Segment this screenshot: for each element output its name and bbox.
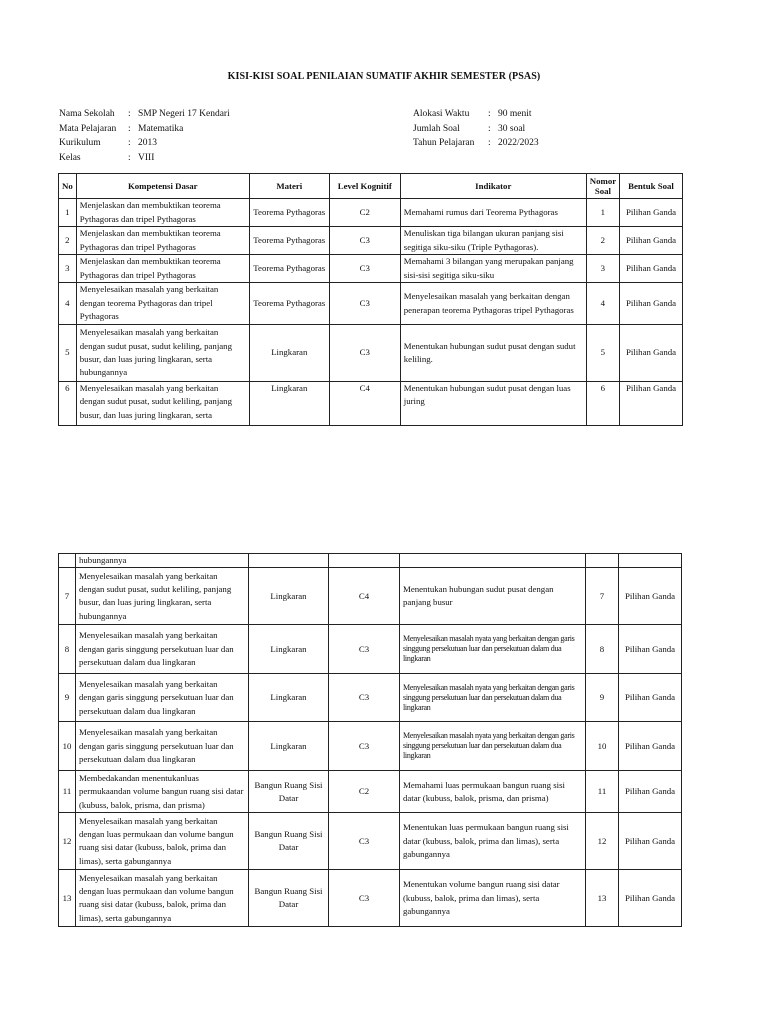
cell-materi: Bangun Ruang Sisi Datar bbox=[249, 870, 329, 927]
info-row-jumlah-soal bbox=[413, 122, 539, 137]
cell-materi: Lingkaran bbox=[249, 382, 329, 426]
info-row-tahun-pelajaran bbox=[413, 136, 539, 151]
header-materi: Materi bbox=[249, 174, 329, 199]
cell-level: C3 bbox=[329, 813, 400, 870]
cell-kompetensi-dasar: Menyelesaikan masalah yang berkaitan dengan luas permukaan dan volume bangun ruang sisi datar (kubuss, balok, prima dan limas), serta gabungannya bbox=[76, 870, 249, 927]
table-row bbox=[59, 325, 683, 382]
info-label: Alokasi Waktu bbox=[413, 109, 470, 119]
info-row-kelas bbox=[59, 151, 230, 166]
table-row bbox=[59, 771, 682, 813]
table-row bbox=[59, 227, 683, 255]
cell-nomor-soal: 3 bbox=[586, 255, 619, 283]
cell-materi: Teorema Pythagoras bbox=[249, 227, 329, 255]
info-label: Nama Sekolah bbox=[59, 109, 115, 119]
cell-level: C3 bbox=[329, 325, 400, 382]
cell-bentuk-soal: Pilihan Ganda bbox=[620, 283, 683, 325]
grid-table-page-1 bbox=[58, 173, 683, 426]
cell-no: 9 bbox=[59, 674, 76, 722]
cell-no: 10 bbox=[59, 722, 76, 771]
cell-bentuk-soal: Pilihan Ganda bbox=[620, 255, 683, 283]
info-separator: : bbox=[488, 138, 491, 148]
table-row bbox=[59, 870, 682, 927]
header-level-kognitif: Level Kognitif bbox=[329, 174, 400, 199]
cell-materi: Lingkaran bbox=[249, 568, 329, 625]
cell-level: C3 bbox=[329, 870, 400, 927]
table-row bbox=[59, 382, 683, 426]
cell-bentuk-soal: Pilihan Ganda bbox=[620, 227, 683, 255]
cell-bentuk-soal: Pilihan Ganda bbox=[619, 674, 682, 722]
cell-no: 7 bbox=[59, 568, 76, 625]
cell-no: 11 bbox=[59, 771, 76, 813]
cell-no: 1 bbox=[59, 199, 77, 227]
header-kompetensi-dasar: Kompetensi Dasar bbox=[76, 174, 249, 199]
cell-no: 13 bbox=[59, 870, 76, 927]
cell-kompetensi-dasar: Menjelaskan dan membuktikan teorema Pythagoras dan tripel Pythagoras bbox=[76, 227, 249, 255]
cell-indikator: Menyelesaikan masalah nyata yang berkaitan dengan garis singgung persekutuan luar dan persekutuan dalam dua lingkaran bbox=[403, 682, 575, 712]
cell-kompetensi-dasar: Menjelaskan dan membuktikan teorema Pythagoras dan tripel Pythagoras bbox=[76, 199, 249, 227]
table-row bbox=[59, 568, 682, 625]
cell-no: 5 bbox=[59, 325, 77, 382]
info-label: Mata Pelajaran bbox=[59, 123, 117, 134]
cell-indikator: Menuliskan tiga bilangan ukuran panjang sisi segitiga siku-siku (Triple Pythagoras). bbox=[400, 227, 586, 255]
cell-materi: Teorema Pythagoras bbox=[249, 283, 329, 325]
cell-kompetensi-dasar: Menyelesaikan masalah yang berkaitan dengan teorema Pythagoras dan tripel Pythagoras bbox=[76, 283, 249, 325]
cell-level: C2 bbox=[329, 771, 400, 813]
cell-materi: Bangun Ruang Sisi Datar bbox=[249, 813, 329, 870]
cell-nomor-soal: 4 bbox=[586, 283, 619, 325]
cell-materi: Lingkaran bbox=[249, 625, 329, 674]
cell-nomor-soal: 8 bbox=[586, 625, 619, 674]
cell-kompetensi-dasar: Menyelesaikan masalah yang berkaitan dengan garis singgung persekutuan luar dan persekutuan dalam dua lingkaran bbox=[76, 722, 249, 771]
cell-level: C2 bbox=[329, 199, 400, 227]
cell-indikator: Menyelesaikan masalah yang berkaitan dengan penerapan teorema Pythagoras tripel Pythagoras bbox=[400, 283, 586, 325]
cell-kompetensi-dasar: Menyelesaikan masalah yang berkaitan dengan garis singgung persekutuan luar dan persekutuan dalam dua lingkaran bbox=[76, 625, 249, 674]
cell-kompetensi-dasar: Membedakandan menentukanluas permukaandan volume bangun ruang sisi datar (kubuss, balok, prisma, dan prisma) bbox=[76, 771, 249, 813]
cell-indikator: Menentukan luas permukaan bangun ruang sisi datar (kubuss, balok, prima dan limas), serta gabungannya bbox=[400, 813, 586, 870]
header-bentuk-soal: Bentuk Soal bbox=[620, 174, 683, 199]
cell-level: C4 bbox=[329, 382, 400, 426]
cell-indikator: Memahami 3 bilangan yang merupakan panjang sisi-sisi segitiga siku-siku bbox=[400, 255, 586, 283]
cell-bentuk-soal: Pilihan Ganda bbox=[620, 325, 683, 382]
table-row-continuation bbox=[59, 554, 682, 568]
cell-level: C3 bbox=[329, 722, 400, 771]
cell-level: C3 bbox=[329, 625, 400, 674]
cell-nomor-soal: 1 bbox=[586, 199, 619, 227]
info-label: Jumlah Soal bbox=[413, 123, 460, 134]
info-separator: : bbox=[128, 138, 131, 148]
cell-materi: Teorema Pythagoras bbox=[249, 199, 329, 227]
cell-indikator: Menentukan hubungan sudut pusat dengan luas juring bbox=[400, 382, 586, 426]
school-info bbox=[59, 107, 230, 165]
exam-info bbox=[413, 107, 539, 151]
cell-level: C4 bbox=[329, 568, 400, 625]
document-title: KISI-KISI SOAL PENILAIAN SUMATIF AKHIR SEMESTER (PSAS) bbox=[227, 71, 541, 82]
info-separator: : bbox=[128, 152, 131, 163]
cell-materi: Bangun Ruang Sisi Datar bbox=[249, 771, 329, 813]
cell-indikator: Memahami rumus dari Teorema Pythagoras bbox=[400, 199, 586, 227]
cell-nomor-soal: 10 bbox=[586, 722, 619, 771]
info-separator: : bbox=[128, 109, 131, 119]
cell-kompetensi-dasar: Menyelesaikan masalah yang berkaitan dengan sudut pusat, sudut keliling, panjang busur, dan luas juring lingkaran, serta hubungannya bbox=[76, 568, 249, 625]
cell-nomor-soal: 7 bbox=[586, 568, 619, 625]
table-row bbox=[59, 625, 682, 674]
table-row bbox=[59, 255, 683, 283]
info-value: VIII bbox=[138, 152, 155, 163]
cell-kompetensi-dasar: hubungannya bbox=[76, 554, 249, 568]
info-separator: : bbox=[128, 123, 131, 134]
cell-materi: Lingkaran bbox=[249, 722, 329, 771]
info-row-nama-sekolah bbox=[59, 107, 230, 122]
table-row bbox=[59, 199, 683, 227]
cell-no: 2 bbox=[59, 227, 77, 255]
cell-nomor-soal: 9 bbox=[586, 674, 619, 722]
cell-bentuk-soal: Pilihan Ganda bbox=[619, 625, 682, 674]
cell-materi: Lingkaran bbox=[249, 325, 329, 382]
cell-indikator: Menentukan hubungan sudut pusat dengan sudut keliling. bbox=[400, 325, 586, 382]
cell-no: 6 bbox=[59, 382, 77, 426]
info-value: 2022/2023 bbox=[498, 138, 539, 148]
info-separator: : bbox=[488, 123, 491, 134]
cell-level: C3 bbox=[329, 227, 400, 255]
info-row-kurikulum bbox=[59, 136, 230, 151]
cell-bentuk-soal: Pilihan Ganda bbox=[619, 568, 682, 625]
info-label: Tahun Pelajaran bbox=[413, 138, 475, 148]
table-row bbox=[59, 813, 682, 870]
cell-no: 4 bbox=[59, 283, 77, 325]
cell-nomor-soal: 2 bbox=[586, 227, 619, 255]
grid-table-page-2 bbox=[58, 553, 682, 927]
cell-kompetensi-dasar: Menjelaskan dan membuktikan teorema Pythagoras dan tripel Pythagoras bbox=[76, 255, 249, 283]
cell-bentuk-soal: Pilihan Ganda bbox=[619, 870, 682, 927]
cell-level: C3 bbox=[329, 255, 400, 283]
cell-kompetensi-dasar: Menyelesaikan masalah yang berkaitan dengan garis singgung persekutuan luar dan persekutuan dalam dua lingkaran bbox=[76, 674, 249, 722]
header-no: No bbox=[59, 174, 77, 199]
cell-materi: Lingkaran bbox=[249, 674, 329, 722]
info-label: Kurikulum bbox=[59, 138, 101, 148]
cell-bentuk-soal: Pilihan Ganda bbox=[620, 199, 683, 227]
cell-bentuk-soal: Pilihan Ganda bbox=[619, 771, 682, 813]
info-value: SMP Negeri 17 Kendari bbox=[138, 109, 230, 119]
cell-kompetensi-dasar: Menyelesaikan masalah yang berkaitan dengan sudut pusat, sudut keliling, panjang busur, dan luas juring lingkaran, serta hubungannya bbox=[76, 325, 249, 382]
cell-nomor-soal: 5 bbox=[586, 325, 619, 382]
cell-materi: Teorema Pythagoras bbox=[249, 255, 329, 283]
table-row bbox=[59, 674, 682, 722]
cell-indikator: Menentukan hubungan sudut pusat dengan panjang busur bbox=[400, 568, 586, 625]
info-value: 2013 bbox=[138, 138, 157, 148]
cell-no: 12 bbox=[59, 813, 76, 870]
info-row-alokasi-waktu bbox=[413, 107, 539, 122]
cell-nomor-soal: 6 bbox=[586, 382, 619, 426]
cell-kompetensi-dasar: Menyelesaikan masalah yang berkaitan dengan luas permukaan dan volume bangun ruang sisi datar (kubuss, balok, prima dan limas), serta gabungannya bbox=[76, 813, 249, 870]
cell-no: 3 bbox=[59, 255, 77, 283]
cell-kompetensi-dasar: Menyelesaikan masalah yang berkaitan dengan sudut pusat, sudut keliling, panjang busur, dan luas juring lingkaran, serta bbox=[76, 382, 249, 426]
cell-nomor-soal: 13 bbox=[586, 870, 619, 927]
cell-no: 8 bbox=[59, 625, 76, 674]
info-value: Matematika bbox=[138, 123, 184, 134]
cell-indikator: Menyelesaikan masalah nyata yang berkaitan dengan garis singgung persekutuan luar dan persekutuan dalam dua lingkaran bbox=[403, 731, 575, 761]
info-value: 30 soal bbox=[498, 123, 526, 134]
table-header-row bbox=[59, 174, 683, 199]
cell-nomor-soal: 12 bbox=[586, 813, 619, 870]
cell-level: C3 bbox=[329, 674, 400, 722]
cell-indikator: Memahami luas permukaan bangun ruang sisi datar (kubuss, balok, prisma, dan prisma) bbox=[400, 771, 586, 813]
cell-bentuk-soal: Pilihan Ganda bbox=[619, 813, 682, 870]
header-nomor-soal: Nomor Soal bbox=[586, 174, 619, 199]
table-row bbox=[59, 283, 683, 325]
header-indikator: Indikator bbox=[400, 174, 586, 199]
info-separator: : bbox=[488, 109, 491, 119]
info-label: Kelas bbox=[59, 152, 81, 163]
cell-nomor-soal: 11 bbox=[586, 771, 619, 813]
info-value: 90 menit bbox=[498, 109, 532, 119]
cell-indikator: Menentukan volume bangun ruang sisi datar (kubuss, balok, prima dan limas), serta gabungannya bbox=[400, 870, 586, 927]
cell-indikator: Menyelesaikan masalah nyata yang berkaitan dengan garis singgung persekutuan luar dan persekutuan dalam dua lingkaran bbox=[403, 634, 575, 664]
cell-level: C3 bbox=[329, 283, 400, 325]
cell-bentuk-soal: Pilihan Ganda bbox=[620, 382, 683, 426]
table-row bbox=[59, 722, 682, 771]
info-row-mata-pelajaran bbox=[59, 122, 230, 137]
cell-bentuk-soal: Pilihan Ganda bbox=[619, 722, 682, 771]
